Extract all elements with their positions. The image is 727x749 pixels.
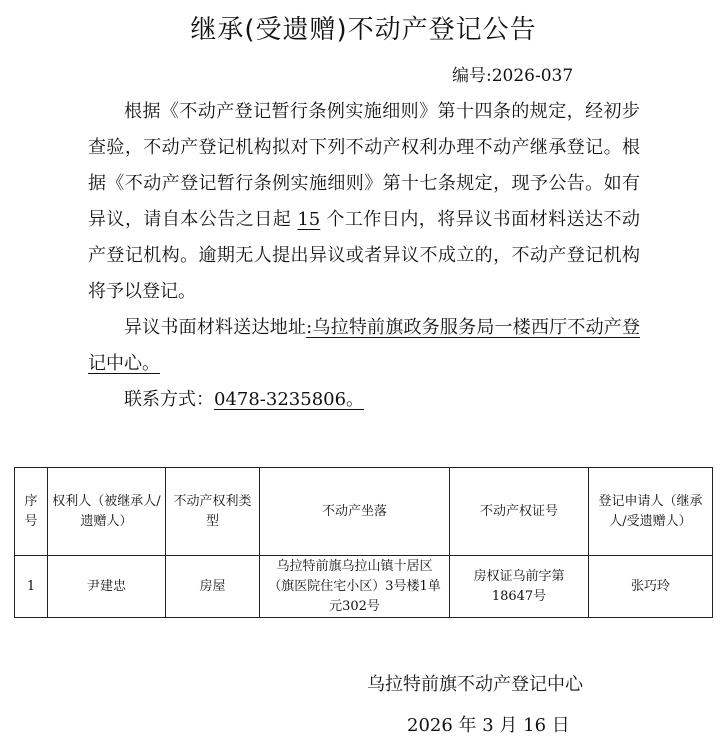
table-row — [15, 556, 713, 618]
issuing-authority: 乌拉特前旗不动产登记中心 — [367, 674, 583, 695]
issue-date: 2026 年 3 月 16 日 — [407, 715, 570, 736]
notice-paragraph-main — [88, 94, 640, 310]
address-value: 乌拉特前旗政务服务局一楼西厅不动产登记中心。 — [88, 317, 641, 374]
cell-location: 乌拉特前旗乌拉山镇十居区（旗医院住宅小区）3号楼1单元302号 — [260, 556, 450, 618]
header-serial: 序号 — [15, 468, 48, 556]
header-right-holder: 权利人（被继承人/遗赠人） — [48, 468, 166, 556]
header-certificate-no: 不动产权证号 — [450, 468, 589, 556]
cell-right-holder: 尹建忠 — [48, 556, 166, 618]
contact-label: 联系方式： — [124, 389, 214, 410]
header-location: 不动产坐落 — [260, 468, 450, 556]
address-label: 异议书面材料送达地址 — [124, 317, 307, 338]
cell-certificate-no: 房权证乌前字第18647号 — [450, 556, 589, 618]
paragraph-text: 根据《不动产登记暂行条例实施细则》第十四条的规定，经初步查验，不动产登记机构拟对下列不动产权利办理不动产继承登记。根据《不动产登记暂行条例实施细则》第十七条规定，现予公告。如有异议，请自本公告之日起 — [88, 101, 640, 230]
notice-paragraph-contact — [88, 382, 640, 418]
notice-title: 继承(受遗赠)不动产登记公告 — [190, 15, 537, 45]
paragraph-text: 个工作日内，将异议书面材料送达不动产登记机构。逾期无人提出异议或者异议不成立的，不动产登记机构将予以登记。 — [88, 209, 640, 302]
header-applicant: 登记申请人（继承人/受遗赠人） — [589, 468, 713, 556]
table-header-row — [15, 468, 713, 556]
header-right-type: 不动产权利类型 — [166, 468, 260, 556]
cell-right-type: 房屋 — [166, 556, 260, 618]
notice-paragraph-address — [88, 310, 640, 382]
address-colon: : — [306, 317, 313, 338]
objection-period-days: 15 — [297, 209, 321, 230]
notice-number: 编号:2026-037 — [452, 66, 574, 86]
cell-applicant: 张巧玲 — [589, 556, 713, 618]
registration-table — [14, 467, 713, 618]
notice-body — [88, 94, 640, 418]
cell-serial: 1 — [15, 556, 48, 618]
contact-phone: 0478-3235806。 — [214, 389, 365, 410]
